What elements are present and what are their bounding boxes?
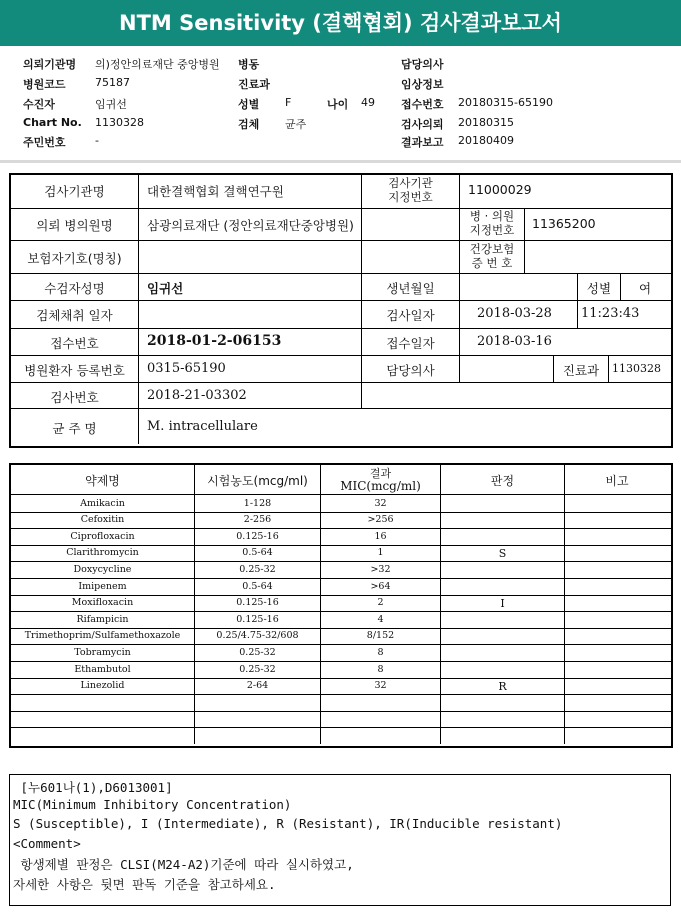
health-ins-label-1: 건강보험 [469,242,515,256]
sex-value: F [285,96,292,109]
dept-cell-label: 진료과 [562,363,600,378]
test-no-value: 2018-21-03302 [147,388,247,403]
judge-header: 판정 [490,474,515,488]
drug-cell-drug: Ethambutol [74,663,131,675]
drug-cell-range: 1-128 [243,497,272,509]
report-date-value: 20180409 [458,134,514,147]
drug-row-rule [9,595,671,596]
health-ins-label-2: 증 번 호 [471,256,513,270]
ward-label: 병동 [238,58,260,71]
comment-legend: S (Susceptible), I (Intermediate), R (Resistant), IR(Inducible resistant) [13,816,563,831]
test-no-label: 검사번호 [50,390,99,405]
row-rule [9,240,671,241]
drug-cell-judge: I [500,597,505,611]
collect-date-label: 검체채취 일자 [36,308,113,323]
drug-header: 약제명 [85,474,120,488]
clinical-info-label: 임상정보 [401,78,444,91]
drug-cell-drug: Trimethoprim/Sulfamethoxazole [24,630,181,642]
chart-no-label: Chart No. [23,116,82,129]
request-date-label: 검사의뢰 [401,118,444,131]
patient-name-label: 수검자성명 [44,281,105,296]
receipt-number-label: 접수번호 [401,98,444,111]
col-rule [608,355,609,382]
comment-code: [누601나(1),D6013001] [13,780,173,795]
patient-value: 임귀선 [95,98,127,111]
lab-value: 대한결핵협회 결핵연구원 [147,184,284,199]
drug-cell-judge: S [498,547,507,561]
drug-cell-range: 2-64 [246,680,269,692]
drug-row-rule [9,644,671,645]
test-date-label: 검사일자 [386,308,435,323]
drug-cell-judge: R [498,680,507,694]
drug-cell-mic: >32 [370,563,391,575]
row-rule [9,328,671,329]
drug-cell-drug: Moxifloxacin [71,597,134,609]
resident-no-value: - [95,134,99,147]
note-header: 비고 [605,474,629,488]
drug-cell-range: 0.5-64 [242,547,273,559]
doctor-label: 담당의사 [401,58,444,71]
comment-heading: <Comment> [13,836,81,851]
drug-row-rule [9,528,671,529]
age-value: 49 [361,96,375,109]
comment-line-1: 항생제별 판정은 CLSI(M24-A2)기준에 따라 실시하였고, [13,857,354,872]
hospital-label: 의뢰 병의원명 [36,218,113,233]
drug-cell-mic: 4 [377,613,384,625]
col-rule [564,464,565,744]
drug-row-rule [9,578,671,579]
drug-cell-mic: 32 [374,680,387,692]
mic-header-2: MIC(mcg/ml) [340,479,421,493]
drug-cell-range: 0.25-32 [239,646,276,658]
report-title: NTM Sensitivity (결핵협회) 검사결과보고서 [0,0,681,46]
header-divider [0,160,681,163]
receipt-date-value: 2018-03-16 [477,334,552,349]
col-rule [138,174,139,444]
registration-value: 0315-65190 [147,361,226,376]
patient-name-value: 임귀선 [147,281,184,296]
col-rule [459,174,460,208]
drug-row-rule [9,561,671,562]
drug-cell-mic: 8/152 [366,630,395,642]
drug-cell-drug: Tobramycin [74,646,131,658]
lab-code-label-1: 검사기관 [388,176,433,190]
drug-cell-mic: 2 [377,597,384,609]
drug-cell-mic: 8 [377,663,384,675]
drug-row-rule [9,678,671,679]
insurance-label: 보험자기호(명칭) [27,251,122,266]
strain-value: M. intracellulare [147,419,258,434]
sex-cell-value: 여 [638,281,652,296]
row-rule [9,355,671,356]
receipt-date-label: 접수일자 [386,336,435,351]
drug-row-rule [9,727,671,728]
lab-code-value: 11000029 [468,182,532,197]
sex-cell-label: 성별 [586,281,612,296]
drug-cell-drug: Clarithromycin [66,547,139,559]
comment-line-2: 자세한 사항은 뒷면 판독 기준을 참고하세요. [13,877,276,892]
drug-cell-range: 0.25-32 [239,563,276,575]
hospital-code-label-2: 지정번호 [469,223,515,237]
drug-row-rule [9,711,671,712]
hospital-code-value: 11365200 [532,216,596,231]
dept-cell-value: 1130328 [612,362,661,375]
sex-label: 성별 [238,98,260,111]
drug-cell-mic: >64 [370,580,391,592]
dob-label: 생년월일 [386,281,435,296]
drug-cell-drug: Imipenem [78,580,127,592]
drug-cell-drug: Amikacin [80,497,125,509]
drug-cell-mic: 16 [374,530,387,542]
drug-cell-range: 0.5-64 [242,580,273,592]
lab-label: 검사기관명 [44,184,105,199]
row-rule [9,300,671,301]
hospital-value: 삼광의료재단 (정안의료재단중앙병원) [147,218,354,233]
drug-cell-range: 0.125-16 [236,613,279,625]
receipt-no-label: 접수번호 [50,336,99,351]
range-header: 시험농도(mcg/ml) [207,474,308,488]
hospital-code-label-1: 병 · 의원 [469,209,515,223]
drug-header-rule [9,494,671,495]
hospital-code-value: 75187 [95,76,130,89]
age-label: 나이 [327,98,349,111]
report-date-label: 결과보고 [401,136,444,149]
receipt-no-value: 2018-01-2-06153 [147,333,282,349]
lab-code-label-2: 지정번호 [388,190,433,204]
request-date-value: 20180315 [458,116,514,129]
drug-cell-drug: Doxycycline [73,563,132,575]
strain-label: 균 주 명 [52,421,97,436]
chart-no-value: 1130328 [95,116,144,129]
department-label: 진료과 [238,78,270,91]
doctor-cell-label: 담당의사 [386,363,435,378]
resident-no-label: 주민번호 [23,136,66,149]
receipt-number-value: 20180315-65190 [458,96,553,109]
drug-row-rule [9,545,671,546]
drug-cell-mic: >256 [367,514,394,526]
drug-cell-range: 0.125-16 [236,597,279,609]
drug-cell-range: 0.125-16 [236,530,279,542]
hospital-name-label: 의뢰기관명 [23,58,77,71]
drug-cell-mic: 1 [377,547,384,559]
drug-row-rule [9,661,671,662]
test-time-value: 11:23:43 [581,306,640,321]
test-date-value: 2018-03-28 [477,306,552,321]
drug-cell-mic: 8 [377,646,384,658]
drug-row-rule [9,611,671,612]
comment-mic-def: MIC(Minimum Inhibitory Concentration) [13,797,292,812]
patient-label: 수진자 [23,98,55,111]
col-rule [459,273,460,382]
specimen-label: 검체 [238,118,260,131]
drug-cell-range: 2-256 [243,514,272,526]
row-rule [9,382,671,383]
row-rule [9,408,671,409]
drug-cell-mic: 32 [374,497,387,509]
row-rule [9,208,671,209]
mic-header-1: 결과 [369,467,392,480]
row-rule [9,273,671,274]
specimen-value: 균주 [285,118,307,131]
drug-cell-drug: Cefoxitin [80,514,125,526]
registration-label: 병원환자 등록번호 [24,363,125,378]
drug-row-rule [9,628,671,629]
drug-cell-drug: Linezolid [80,680,125,692]
drug-cell-range: 0.25-32 [239,663,276,675]
col-rule [524,208,525,273]
drug-cell-drug: Ciprofloxacin [70,530,135,542]
drug-cell-drug: Rifampicin [76,613,129,625]
hospital-code-label: 병원코드 [23,78,66,91]
drug-row-rule [9,694,671,695]
drug-cell-range: 0.25/4.75-32/608 [216,630,299,642]
drug-row-rule [9,512,671,513]
hospital-name-value: 의)정안의료재단 중앙병원 [95,58,220,71]
